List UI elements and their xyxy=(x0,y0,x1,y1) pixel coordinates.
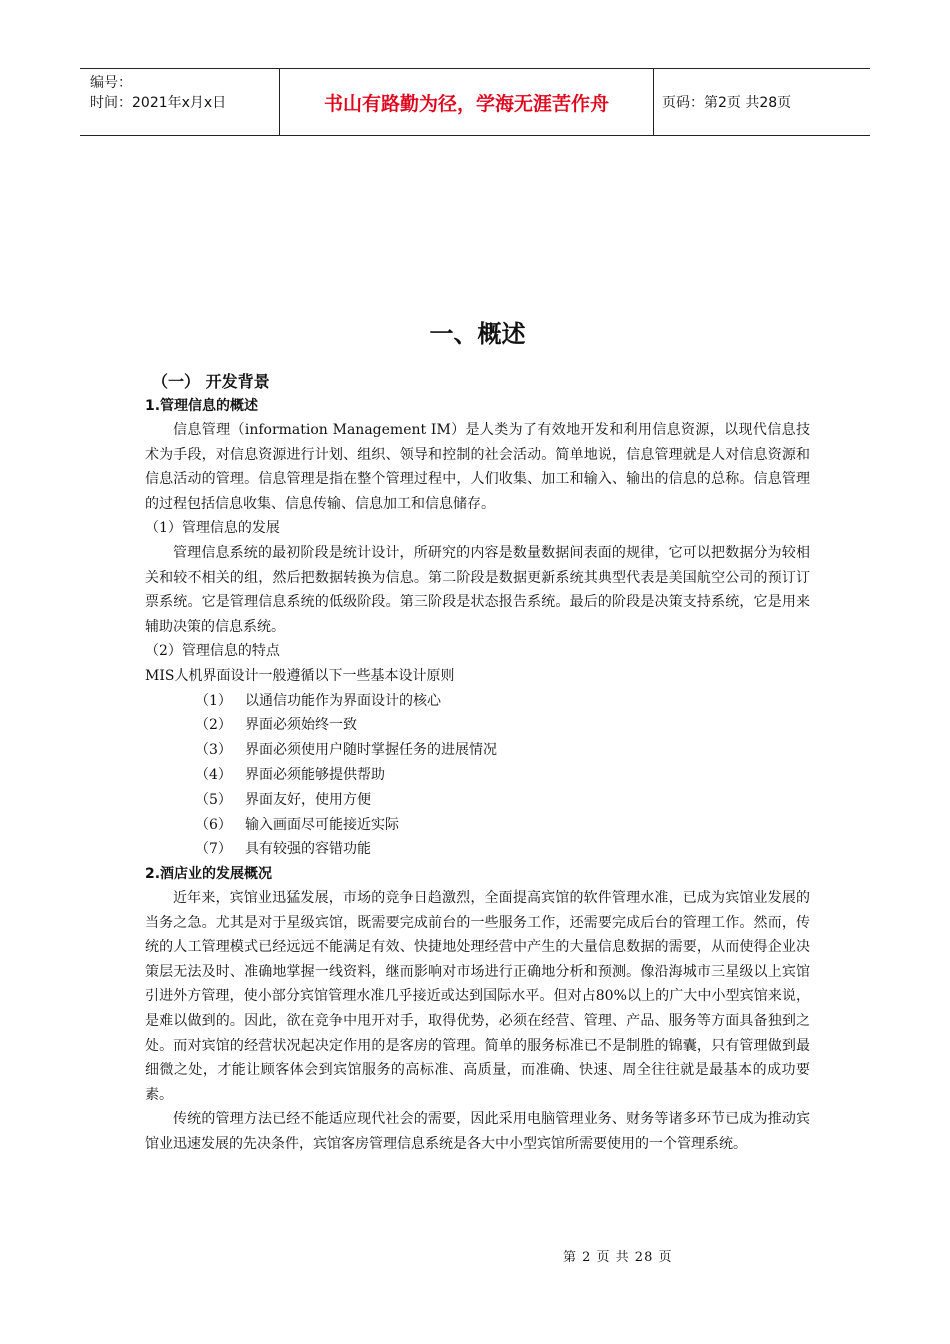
list-number: （2） xyxy=(195,717,232,734)
list-item xyxy=(145,813,810,838)
paragraph-2: 管理信息系统的最初阶段是统计设计，所研究的内容是数量数据间表面的规律，它可以把数据分为较相关和较不相关的组，然后把数据转换为信息。第二阶段是数据更新系统其典型代表是美国航空公司的预订订票系统。它是管理信息系统的低级阶段。第三阶段是状态报告系统。最后的阶段是决策支持系统，它是用来辅助决策的信息系统。 xyxy=(145,544,810,635)
paragraph-4: 传统的管理方法已经不能适应现代社会的需要，因此采用电脑管理业务、财务等诸多环节已成为推动宾馆业迅速发展的先决条件，宾馆客房管理信息系统是各大中小型宾馆所需要使用的一个管理系统。 xyxy=(145,1111,810,1153)
number-label: 编号： xyxy=(90,75,132,91)
list-item xyxy=(145,763,810,788)
list-item xyxy=(145,738,810,763)
paragraph-1: 信息管理（information Management IM）是人类为了有效地开发和利用信息资源，以现代信息技术为手段，对信息资源进行计划、组织、领导和控制的社会活动。简单地说，信息管理就是人对信息资源和信息活动的管理。信息管理是指在整个管理过程中，人们收集、加工和输入、输出的信息的总称。信息管理的过程包括信息收集、信息传输、信息加工和信息储存。 xyxy=(145,422,810,512)
list-intro: MIS人机界面设计一般遵循以下一些基本设计原则 xyxy=(145,667,455,684)
list-item xyxy=(145,788,810,813)
list-number: （3） xyxy=(195,742,232,759)
list-text: 界面必须使用户随时掌握任务的进展情况 xyxy=(245,742,497,759)
header-motto: 书山有路勤为径，学海无涯苦作舟 xyxy=(280,69,654,135)
list-number: （4） xyxy=(195,766,232,783)
list-text: 界面必须能够提供帮助 xyxy=(245,766,385,783)
list-text: 具有较强的容错功能 xyxy=(245,841,371,858)
list-number: （6） xyxy=(195,816,232,833)
document-body xyxy=(145,316,810,1157)
page-footer: 第 2 页 共 28 页 xyxy=(563,1250,673,1265)
subheading-features: （2）管理信息的特点 xyxy=(145,643,280,660)
subsection-heading-2: 2.酒店业的发展概况 xyxy=(145,866,273,883)
list-text: 界面必须始终一致 xyxy=(245,717,357,734)
chapter-title: 一、概述 xyxy=(429,320,526,348)
list-item xyxy=(145,689,810,714)
principles-list xyxy=(145,689,810,863)
header-page-info: 页码：第2页 共28页 xyxy=(662,95,792,111)
header-table xyxy=(80,68,870,136)
list-number: （7） xyxy=(195,841,232,858)
subheading-development: （1）管理信息的发展 xyxy=(145,520,280,537)
list-item xyxy=(145,837,810,862)
list-text: 以通信功能作为界面设计的核心 xyxy=(245,692,441,709)
list-number: （1） xyxy=(195,692,232,709)
list-text: 输入画面尽可能接近实际 xyxy=(245,816,399,833)
header-left-cell xyxy=(80,69,280,135)
time-label: 时间：2021年x月x日 xyxy=(90,95,227,111)
list-text: 界面友好，使用方便 xyxy=(245,791,371,808)
section-heading: （一） 开发背景 xyxy=(152,372,270,391)
list-item xyxy=(145,713,810,738)
list-number: （5） xyxy=(195,791,232,808)
paragraph-3: 近年来，宾馆业迅猛发展，市场的竞争日趋激烈，全面提高宾馆的软件管理水准，已成为宾馆业发展的当务之急。尤其是对于星级宾馆，既需要完成前台的一些服务工作，还需要完成后台的管理工作。然而，传统的人工管理模式已经远远不能满足有效、快捷地处理经营中产生的大量信息数据的需要，从而使得企业决策层无法及时、准确地掌握一线资料，继而影响对市场进行正确地分析和预测。像沿海城市三星级以上宾馆引进外方管理，使小部分宾馆管理水准几乎接近或达到国际水平。但对占80%以上的广大中小型宾馆来说，是难以做到的。因此，欲在竞争中甩开对手，取得优势，必须在经营、管理、产品、服务等方面具备独到之处。而对宾馆的经营状况起决定作用的是客房的管理。简单的服务标准已不是制胜的锦囊，只有管理做到最细微之处，才能让顾客体会到宾馆服务的高标准、高质量，而准确、快速、周全往往就是最基本的成功要素。 xyxy=(145,890,810,1103)
subsection-heading-1: 1.管理信息的概述 xyxy=(145,398,259,414)
